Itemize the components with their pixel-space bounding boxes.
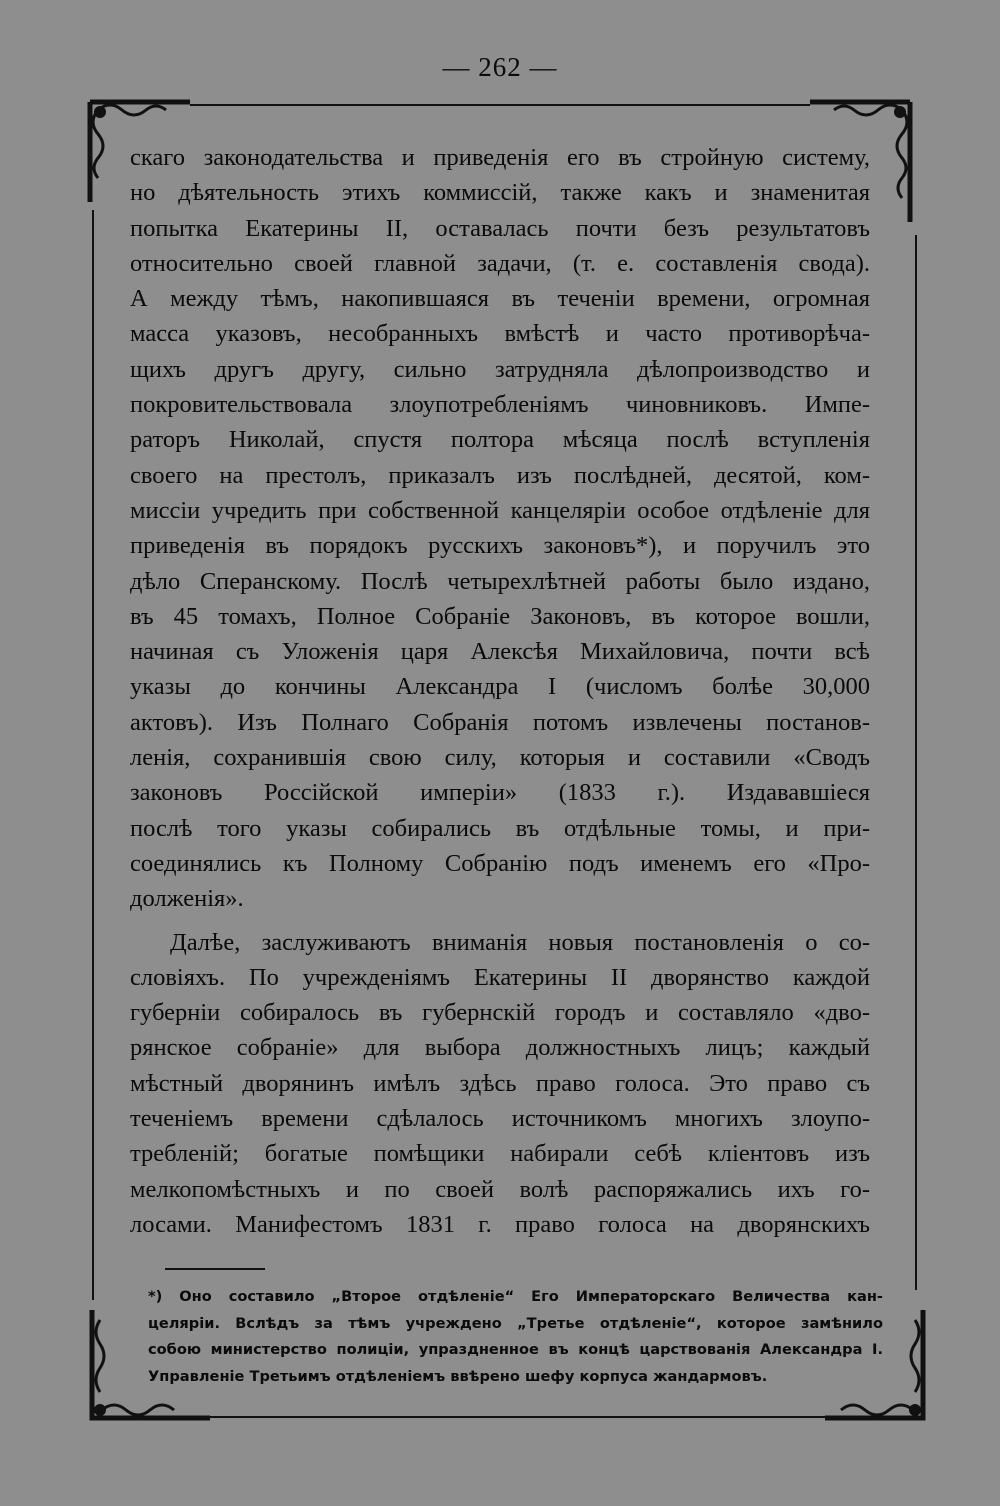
paragraph-1 — [130, 140, 870, 917]
text-line: долженія». — [130, 885, 244, 913]
text-line: требленій; богатые помѣщики набирали себѣ кліентовъ изъ — [130, 1140, 870, 1168]
text-line: мѣстный дворянинъ имѣлъ здѣсь право голоса. Это право съ — [130, 1069, 870, 1097]
text-line: попытка Екатерины II, оставалась почти безъ результатовъ — [130, 214, 870, 242]
frame-bottom-rule — [205, 1416, 825, 1418]
footnote-line: собою министерство полиціи, упраздненное въ концѣ царствованія Александра I. — [148, 1341, 883, 1358]
text-line: приведенія въ порядокъ русскихъ законовъ*), и поручилъ это — [130, 532, 870, 560]
paragraph-2 — [130, 925, 870, 1243]
text-line: А между тѣмъ, накопившаяся въ теченіи времени, огромная — [130, 285, 870, 313]
frame-top-rule — [190, 104, 810, 106]
text-line: скаго законодательства и приведенія его въ стройную систему, — [130, 144, 870, 171]
text-line: законовъ Россійской имперіи» (1833 г.). Издававшіеся — [130, 779, 870, 807]
text-line: соединялись къ Полному Собранію подъ именемъ его «Про- — [130, 849, 870, 877]
text-line: губерніи собиралось въ губернскій городъ и составляло «дво- — [130, 999, 870, 1027]
text-line: послѣ того указы собирались въ отдѣльные томы, и при- — [130, 814, 870, 842]
text-line: указы до кончины Александра I (числомъ болѣе 30,000 — [130, 673, 870, 701]
text-line: Далѣе, заслуживаютъ вниманія новыя постановленія о со- — [170, 928, 870, 956]
footnote-line: *) Оно составило „Второе отдѣленіе“ Его Императорскаго Величества кан- — [148, 1288, 883, 1305]
text-line: теченіемъ времени сдѣлалось источникомъ многихъ злоупо- — [130, 1105, 870, 1133]
text-line: масса указовъ, несобранныхъ вмѣстѣ и часто противорѣча- — [130, 320, 870, 348]
frame-right-rule — [915, 235, 917, 1290]
text-line: лосами. Манифестомъ 1831 г. право голоса на дворянскихъ — [130, 1210, 870, 1238]
text-line: въ 45 томахъ, Полное Собраніе Законовъ, въ которое вошли, — [130, 602, 870, 630]
frame-left-rule — [92, 210, 94, 1300]
text-line: щихъ другъ другу, сильно затрудняла дѣлопроизводство и — [130, 355, 870, 383]
footnote-line: целяріи. Вслѣдъ за тѣмъ учреждено „Третье отдѣленіе“, которое замѣнило — [148, 1314, 883, 1332]
footnote-line: Управленіе Третьимъ отдѣленіемъ ввѣрено шефу корпуса жандармовъ. — [148, 1367, 768, 1385]
text-line: но дѣятельность этихъ коммиссій, также какъ и знаменитая — [130, 179, 870, 207]
page-number: — 262 — — [442, 52, 558, 82]
text-line: ленія, сохранившія свою силу, которыя и составили «Сводъ — [130, 744, 870, 772]
footnote — [148, 1284, 883, 1390]
text-line: дѣло Сперанскому. Послѣ четырехлѣтней работы было издано, — [130, 567, 870, 595]
text-line: словіяхъ. По учрежденіямъ Екатерины II дворянство каждой — [130, 963, 870, 991]
text-line: раторъ Николай, спустя полтора мѣсяца послѣ вступленія — [130, 426, 870, 454]
text-line: относительно своей главной задачи, (т. е. составленія свода). — [130, 249, 870, 277]
text-line: рянское собраніе» для выбора должностныхъ лицъ; каждый — [130, 1034, 870, 1062]
main-text — [130, 140, 870, 1242]
text-line: начиная съ Уложенія царя Алексѣя Михайловича, почти всѣ — [130, 638, 870, 666]
text-line: миссіи учредить при собственной канцеляріи особое отдѣленіе для — [130, 496, 870, 524]
text-line: своего на престолъ, приказалъ изъ послѣдней, десятой, ком- — [130, 461, 870, 489]
text-line: актовъ). Изъ Полнаго Собранія потомъ извлечены постанов- — [130, 708, 870, 736]
text-line: мелкопомѣстныхъ и по своей волѣ распоряжались ихъ го- — [130, 1175, 870, 1203]
footnote-rule — [165, 1268, 265, 1270]
text-line: покровительствовала злоупотребленіямъ чиновниковъ. Импе- — [130, 391, 870, 419]
